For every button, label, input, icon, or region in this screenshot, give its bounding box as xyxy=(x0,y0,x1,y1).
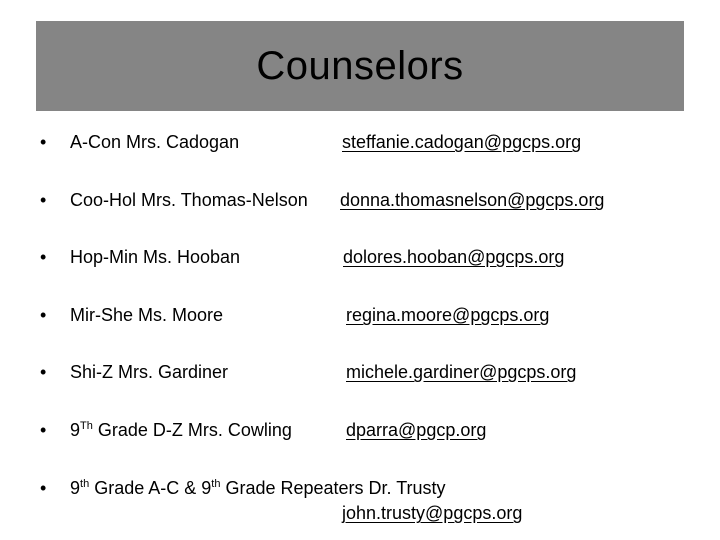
email-link[interactable]: donna.thomasnelson@pgcps.org xyxy=(340,190,605,210)
counselor-label: Shi-Z Mrs. Gardiner xyxy=(70,362,229,382)
grade-suffix: th xyxy=(211,478,221,490)
email-link[interactable]: john.trusty@pgcps.org xyxy=(342,503,523,523)
counselor-text: Grade D-Z Mrs. Cowling xyxy=(92,420,292,440)
counselor-label xyxy=(70,478,446,499)
email-link[interactable]: dparra@pgcp.org xyxy=(346,420,487,440)
email-link[interactable]: steffanie.cadogan@pgcps.org xyxy=(342,132,582,152)
title-bar xyxy=(36,21,684,111)
bullet-icon: • xyxy=(40,190,47,210)
counselor-label: Coo-Hol Mrs. Thomas-Nelson xyxy=(70,190,308,210)
page-title: Counselors xyxy=(256,43,464,88)
grade-number: 9 xyxy=(70,420,81,440)
counselor-label: Hop-Min Ms. Hooban xyxy=(70,247,241,267)
counselor-label xyxy=(70,420,292,441)
email-link[interactable]: michele.gardiner@pgcps.org xyxy=(346,362,577,382)
grade-number: 9 xyxy=(70,478,81,498)
counselor-label: A-Con Mrs. Cadogan xyxy=(70,132,240,152)
counselor-text: Grade A-C & 9 xyxy=(89,478,212,498)
bullet-icon: • xyxy=(40,478,47,498)
counselor-label: Mir-She Ms. Moore xyxy=(70,305,224,325)
email-link[interactable]: regina.moore@pgcps.org xyxy=(346,305,550,325)
grade-suffix: Th xyxy=(80,420,93,432)
bullet-icon: • xyxy=(40,132,47,152)
grade-suffix: th xyxy=(80,478,90,490)
bullet-icon: • xyxy=(40,420,47,440)
email-link[interactable]: dolores.hooban@pgcps.org xyxy=(343,247,565,267)
counselor-text: Grade Repeaters Dr. Trusty xyxy=(220,478,446,498)
bullet-icon: • xyxy=(40,247,47,267)
bullet-icon: • xyxy=(40,362,47,382)
bullet-icon: • xyxy=(40,305,47,325)
